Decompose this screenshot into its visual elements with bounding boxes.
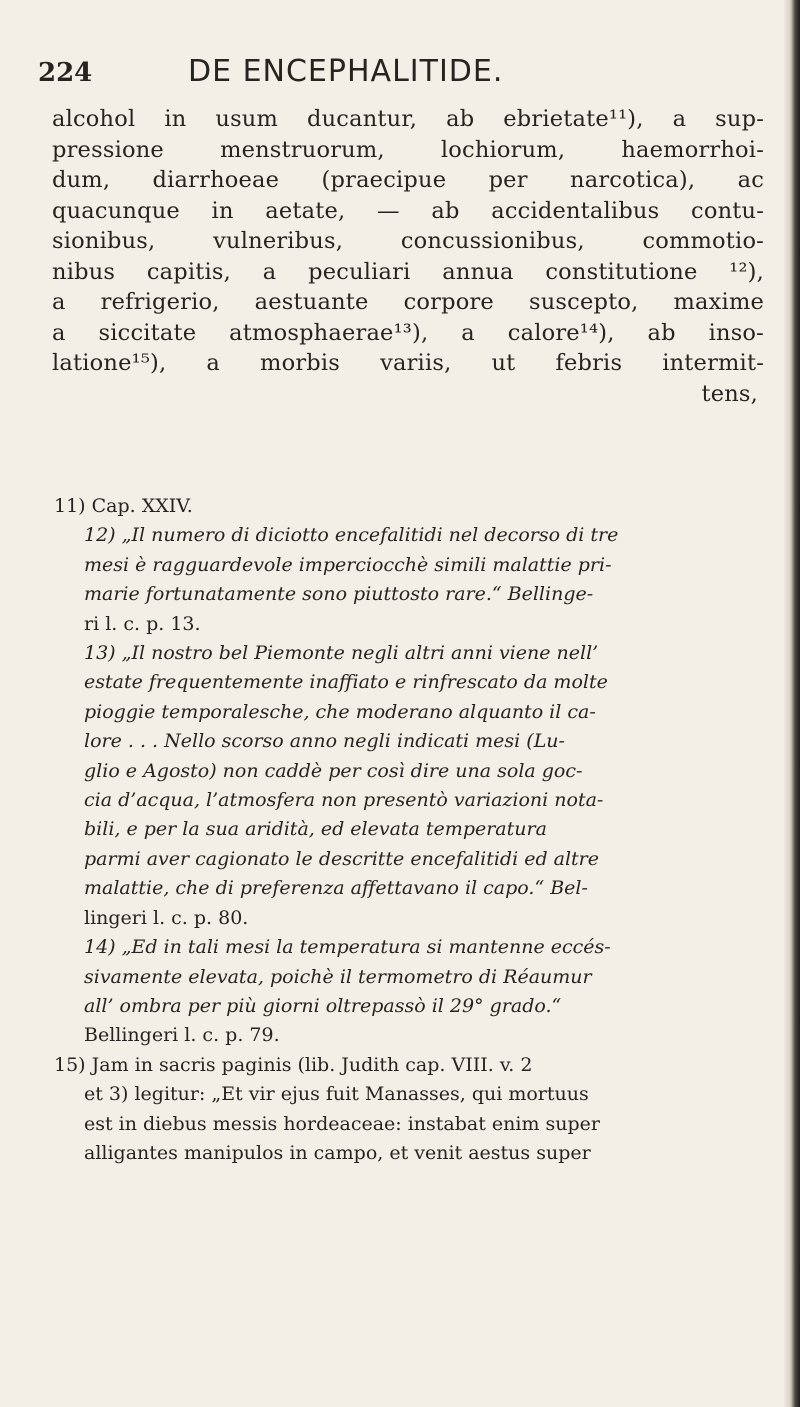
body-line: sionibus, vulneribus, concussionibus, commotio-: [52, 228, 764, 254]
footnote-14-line: 14) „Ed in tali mesi la temperatura si mantenne eccés-: [84, 936, 611, 959]
footnotes: [54, 492, 766, 1168]
footnote-13-line: cia d’acqua, l’atmosfera non presentò variazioni nota-: [84, 789, 604, 812]
footnote-12-line: 12) „Il numero di diciotto encefalitidi nel decorso di tre: [84, 524, 619, 547]
body-line: nibus capitis, a peculiari annua constitutione ¹²),: [52, 258, 764, 285]
footnote-13-line: lingeri l. c. p. 80.: [84, 906, 249, 929]
page-number: 224: [38, 58, 93, 88]
footnote-12-line: mesi è ragguardevole imperciocchè simili malattie pri-: [84, 553, 612, 576]
footnote-14-line: all’ ombra per più giorni oltrepassò il 29° grado.“: [84, 994, 562, 1017]
body-line: alcohol in usum ducantur, ab ebrietate¹¹), a sup-: [52, 106, 764, 132]
footnote-15-line: est in diebus messis hordeaceae: instabat enim super: [84, 1112, 600, 1135]
body-line: pressione menstruorum, lochiorum, haemorrhoi-: [52, 136, 764, 163]
footnote-13-line: malattie, che di preferenza affettavano il capo.“ Bel-: [84, 877, 588, 900]
footnote-13-line: lore . . . Nello scorso anno negli indicati mesi (Lu-: [84, 730, 565, 753]
footnote-13-line: 13) „Il nostro bel Piemonte negli altri anni viene nell’: [84, 642, 599, 665]
footnote-15-line: et 3) legitur: „Et vir ejus fuit Manasses, qui mortuus: [84, 1083, 589, 1106]
footnote-14-line: sivamente elevata, poichè il termometro di Réaumur: [84, 965, 592, 988]
body-line: latione¹⁵), a morbis variis, ut febris intermit-: [52, 350, 764, 376]
body-line: a refrigerio, aestuante corpore suscepto, maxime: [52, 289, 764, 315]
body-line: dum, diarrhoeae (praecipue per narcotica), ac: [52, 167, 764, 193]
footnote-13-line: bili, e per la sua aridità, ed elevata temperatura: [84, 818, 547, 841]
footnote-15-line: 15) Jam in sacris paginis (lib. Judith cap. VIII. v. 2: [54, 1053, 533, 1076]
book-binding-edge: [784, 0, 800, 1407]
footnote-15-line: alligantes manipulos in campo, et venit aestus super: [84, 1141, 591, 1164]
footnote-11: 11) Cap. XXIV.: [54, 495, 193, 517]
footnote-14-line: Bellingeri l. c. p. 79.: [84, 1024, 280, 1047]
page-header: [38, 50, 762, 96]
footnote-13-line: parmi aver cagionato le descritte encefalitidi ed altre: [84, 847, 600, 870]
body-line-catchword: tens,: [701, 380, 758, 407]
body-line: a siccitate atmosphaerae¹³), a calore¹⁴), ab inso-: [52, 319, 764, 346]
body-line: quacunque in aetate, — ab accidentalibus contu-: [52, 197, 764, 224]
running-head: DE ENCEPHALITIDE.: [188, 54, 504, 89]
footnote-13-line: estate frequentemente inaffiato e rinfrescato da molte: [84, 671, 608, 694]
footnote-12-line: ri l. c. p. 13.: [84, 612, 201, 635]
footnote-13-line: pioggie temporalesche, che moderano alquanto il ca-: [84, 700, 596, 723]
main-body-text: [52, 104, 764, 409]
footnote-12-line: marie fortunatamente sono piuttosto rare.“ Bellinge-: [84, 583, 594, 606]
footnote-13-line: glio e Agosto) non caddè per così dire una sola goc-: [84, 759, 583, 782]
